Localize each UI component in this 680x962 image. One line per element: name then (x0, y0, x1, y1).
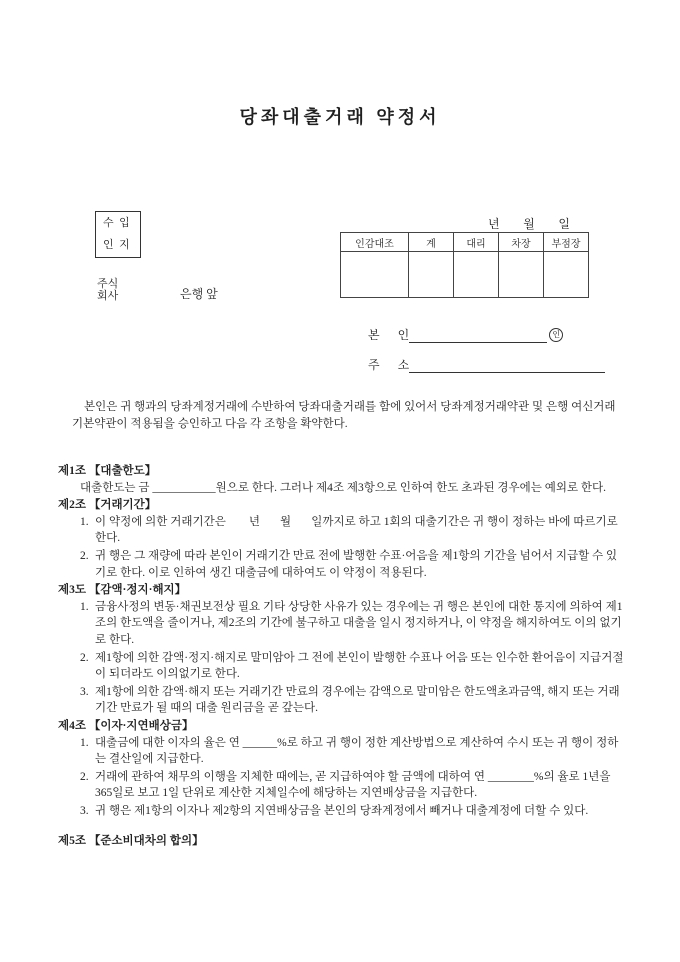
approval-signature-cell (544, 252, 589, 298)
article-1 (58, 463, 626, 496)
item-number: 3. (80, 685, 89, 698)
article-1-body: 대출한도는 금 ___________원으로 한다. 그러나 제4조 제3항으로 인하여 한도 초과된 경우에는 예외로 한다. (80, 481, 607, 494)
approval-table (340, 232, 589, 298)
item-text: 이 약정에 의한 거래기간은 년 월 일까지로 하고 1회의 대출기간은 귀 행이 정하는 바에 따르기로 한다. (95, 515, 621, 545)
item-number: 3. (80, 804, 89, 817)
item-text: 제1항에 의한 감액·해지 또는 거래기간 만료의 경우에는 감액으로 말미암은 한도액초과금액, 해지 또는 거래기간 만료가 될 때의 대출 원리금을 곧 갚는다. (95, 685, 620, 715)
approval-signature-row (341, 252, 589, 298)
date-month-label: 월 (523, 217, 535, 231)
approval-header-row (341, 233, 589, 252)
article-2 (58, 497, 626, 581)
company-label-line2: 회사 (97, 290, 119, 302)
articles-section (58, 463, 626, 851)
article-4 (58, 718, 626, 820)
bank-label: 은행 앞 (180, 287, 218, 301)
approval-col-branch-head: 부점장 (544, 233, 589, 252)
date-year-label: 년 (488, 217, 500, 231)
article-3-item-2 (58, 650, 626, 683)
item-text: 거래에 관하여 채무의 이행을 지체한 때에는, 곧 지급하여야 할 금액에 대하여 연 ________%의 율로 1년을 365일로 보고 1일 단위로 계산한 지체일수에 해당하는 지연배상금을 지급한다. (95, 770, 614, 800)
article-5 (58, 833, 626, 850)
item-number: 2. (80, 770, 89, 783)
signer-name-blank (409, 328, 547, 343)
item-number: 1. (80, 515, 89, 528)
article-2-heading: 제2조 【거래기간】 (58, 499, 157, 512)
item-number: 1. (80, 736, 89, 749)
article-3-item-3 (58, 684, 626, 717)
article-4-item-1 (58, 735, 626, 768)
item-text: 대출금에 대한 이자의 율은 연 ______%로 하고 귀 행이 정한 계산방법으로 계산하여 수시 또는 귀 행이 정하는 결산일에 지급한다. (95, 736, 619, 766)
approval-signature-cell (409, 252, 454, 298)
date-line (488, 215, 570, 232)
item-number: 2. (80, 549, 89, 562)
revenue-stamp-line1: 수 입 (103, 217, 130, 229)
item-text: 귀 행은 제1항의 이자나 제2항의 지연배상금을 본인의 당좌계정에서 빼거나 대출계정에 더할 수 있다. (95, 804, 589, 817)
article-1-heading: 제1조 【대출한도】 (58, 465, 157, 477)
company-label (97, 278, 118, 302)
date-day-label: 일 (558, 217, 570, 231)
article-3-heading: 제3도 【감액·정지·해지】 (58, 584, 187, 597)
approval-col-deputy: 대리 (454, 233, 499, 252)
article-4-item-3 (58, 803, 626, 820)
approval-col-manager: 차장 (499, 233, 544, 252)
intro-paragraph: 본인은 귀 행과의 당좌계정거래에 수반하여 당좌대출거래를 함에 있어서 당좌계정거래약관 및 은행 여신거래기본약관이 적용됨을 승인하고 다음 각 조항을 확약한다. (72, 401, 616, 430)
signer-address-blank (409, 358, 605, 373)
document-title: 당좌대출거래 약정서 (239, 107, 441, 127)
approval-signature-cell (341, 252, 409, 298)
signer-name-line (368, 326, 563, 343)
approval-signature-cell (454, 252, 499, 298)
article-3-item-1 (58, 599, 626, 649)
article-2-item-1 (58, 514, 626, 547)
approval-signature-cell (499, 252, 544, 298)
article-4-item-2 (58, 769, 626, 802)
article-5-heading: 제5조 【준소비대차의 합의】 (58, 835, 204, 848)
approval-col-seal-check: 인감대조 (341, 233, 409, 252)
signer-name-label: 본 인 (368, 328, 410, 342)
signer-address-line (368, 356, 605, 373)
item-number: 1. (80, 600, 89, 613)
item-number: 2. (80, 651, 89, 664)
seal-mark-icon: 인 (549, 328, 563, 342)
article-3 (58, 582, 626, 717)
article-2-item-2 (58, 548, 626, 581)
revenue-stamp-line2: 인 지 (103, 239, 130, 251)
company-label-line1: 주식 (97, 278, 119, 290)
approval-col-staff: 계 (409, 233, 454, 252)
item-text: 귀 행은 그 재량에 따라 본인이 거래기간 만료 전에 발행한 수표·어음을 제1항의 기간을 넘어서 지급할 수 있기로 한다. 이로 인하여 생긴 대출금에 대하여도 이 약정이 적용된다. (95, 549, 618, 579)
signer-address-label: 주 소 (368, 358, 410, 372)
item-text: 금융사정의 변동·채권보전상 필요 기타 상당한 사유가 있는 경우에는 귀 행은 본인에 대한 통지에 의하여 제1조의 한도액을 줄이거나, 제2조의 기간에 불구하고 대출을 일시 정지하거나, 이 약정을 해지하여도 이의 없기로 한다. (95, 600, 623, 646)
revenue-stamp-box (95, 211, 141, 258)
article-4-heading: 제4조 【이자·지연배상금】 (58, 719, 194, 732)
item-text: 제1항에 의한 감액·정지·해지로 말미암아 그 전에 본인이 발행한 수표나 어음 또는 인수한 환어음이 지급거절이 되더라도 이의없기로 한다. (95, 651, 624, 681)
